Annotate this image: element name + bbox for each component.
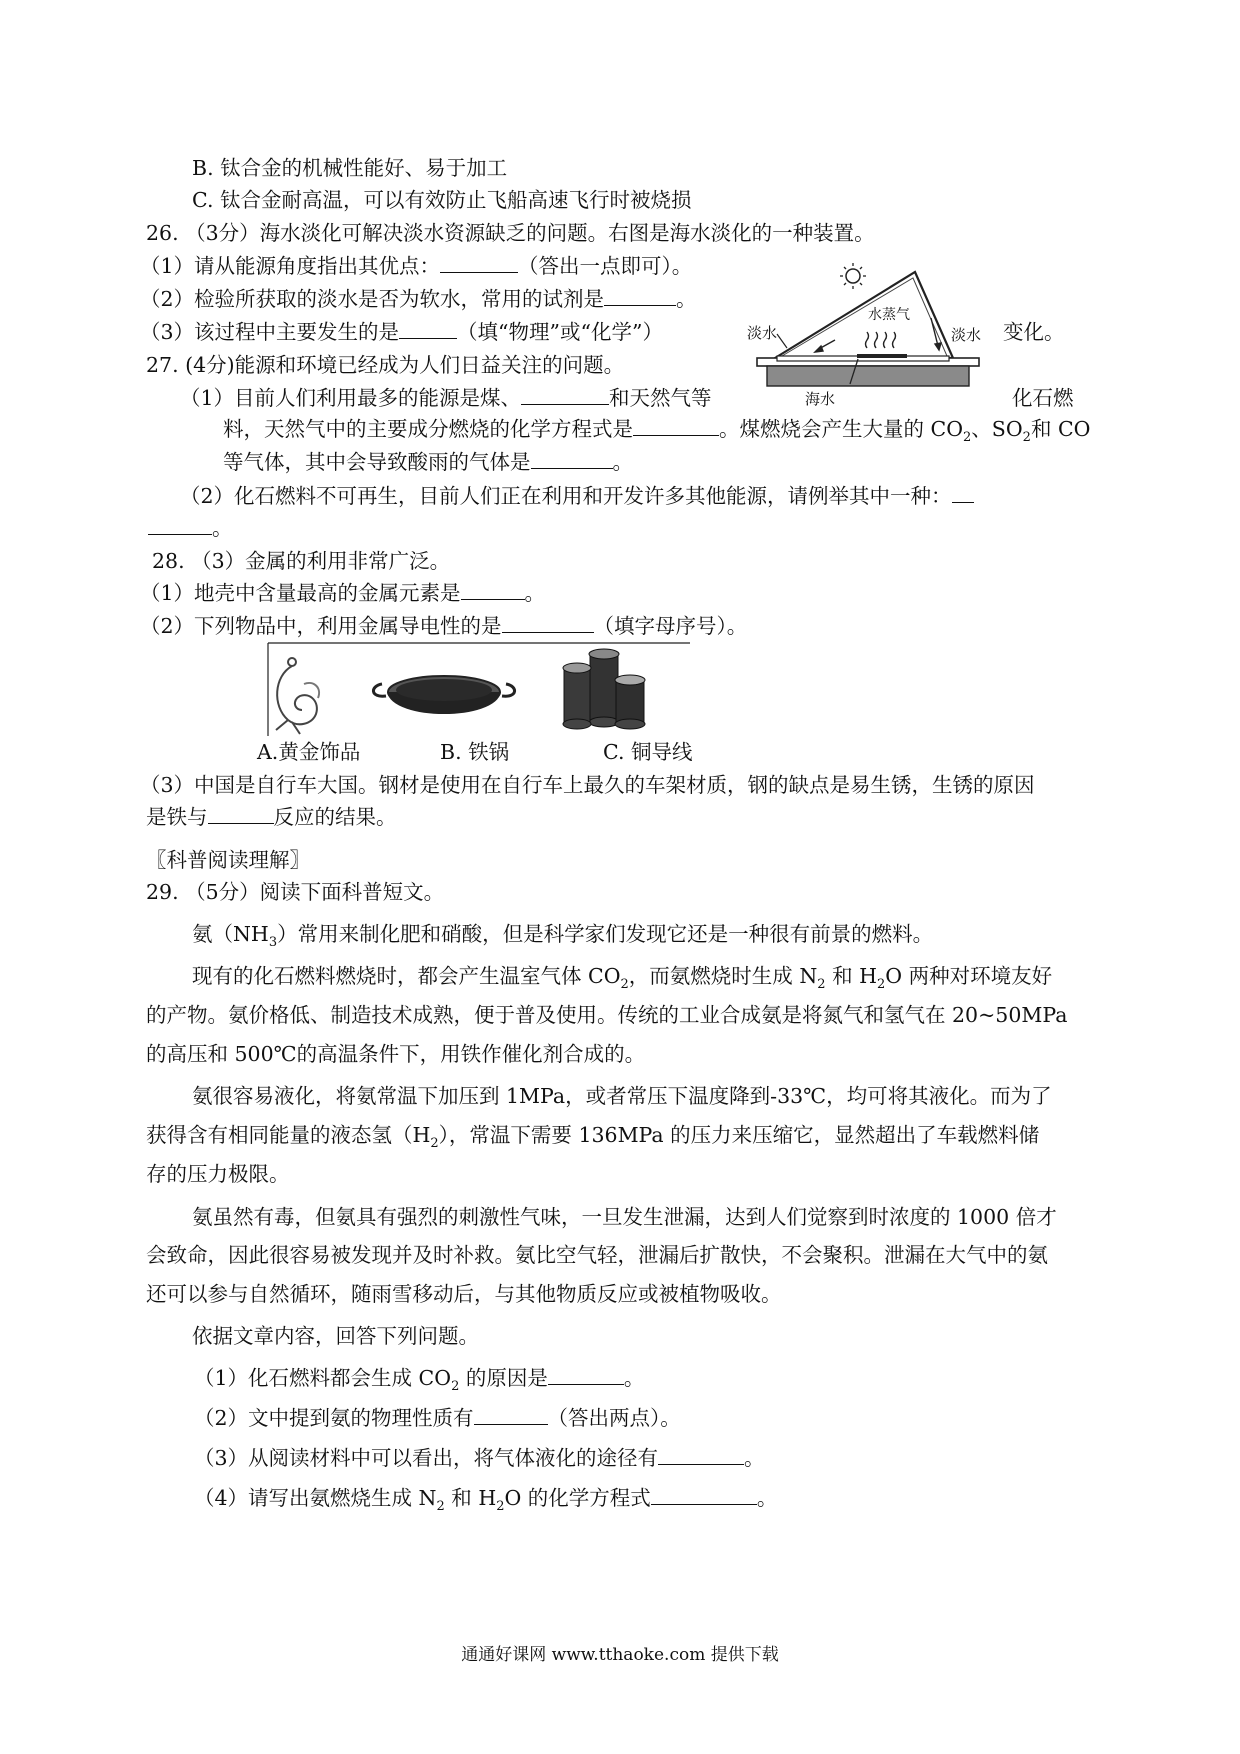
right-freshwater-label: 淡水 <box>951 326 982 344</box>
paragraph-5: 依据文章内容，回答下列问题。 <box>192 1324 479 1348</box>
answer-blank <box>521 386 609 405</box>
paragraph-4-line2: 会致命，因此很容易被发现并及时补救。氨比空气轻，泄漏后扩散快，不会聚积。泄漏在大气中的氨 <box>146 1243 1048 1267</box>
question-26-3-end: 变化。 <box>1003 320 1065 344</box>
question-27-2-end: 。 <box>148 514 233 542</box>
gold-pendant-icon <box>276 658 319 734</box>
paragraph-4-line1: 氨虽然有毒，但氨具有强烈的刺激性气味，一旦发生泄漏，达到人们觉察到时浓度的 1000 倍才 <box>192 1205 1057 1229</box>
paragraph-4-line3: 还可以参与自然循环，随雨雪移动后，与其他物质反应或被植物吸收。 <box>146 1282 782 1306</box>
answer-blank <box>208 805 274 824</box>
option-25c: C. 钛合金耐高温，可以有效防止飞船高速飞行时被烧损 <box>192 188 692 212</box>
paragraph-3-line2: 获得含有相同能量的液态氢$(H_2)$，常温下需要 136MPa 的压力来压缩它，显然超出了车载燃料储 <box>146 1123 1040 1152</box>
answer-blank <box>633 417 719 436</box>
seawater-basin <box>757 354 979 386</box>
metal-items-figure <box>264 640 694 740</box>
answer-4: （4）请写出氨燃烧生成 $N_2$ 和 $H_2O$ 的化学方程式 。 <box>194 1486 778 1515</box>
vapor-waves <box>866 332 896 348</box>
answer-blank <box>531 450 613 469</box>
question-27: 27. (4分)能源和环境已经成为人们日益关注的问题。 <box>146 353 625 377</box>
answer-blank <box>952 484 974 503</box>
answer-3: （3）从阅读材料中可以看出，将气体液化的途径有 。 <box>194 1446 765 1470</box>
question-27-1: （1）目前人们利用最多的能源是煤、 和天然气等 <box>180 386 712 410</box>
iron-wok-icon <box>373 676 514 713</box>
answer-blank <box>658 1446 744 1465</box>
question-28-2: （2）下列物品中，利用金属导电性的是 （填字母序号）。 <box>140 614 748 638</box>
left-freshwater-label: 淡水 <box>747 324 778 342</box>
answer-1: （1）化石燃料都会生成 $CO_2$ 的原因是 。 <box>194 1366 645 1395</box>
question-26-3: （3）该过程中主要发生的是 （填“物理”或“化学”） <box>140 320 663 344</box>
answer-blank <box>440 254 518 273</box>
pointer-line <box>777 334 787 348</box>
vapor-label: 水蒸气 <box>868 307 910 323</box>
section-title: 〖科普阅读理解〗 <box>146 848 310 872</box>
answer-blank <box>548 1366 624 1385</box>
page-footer: 通通好课网 www.tthaoke.com 提供下载 <box>461 1645 779 1665</box>
desalination-diagram <box>747 260 985 410</box>
answer-blank <box>604 287 676 306</box>
item-a-label: A.黄金饰品 <box>257 740 361 764</box>
question-28: 28. （3）金属的利用非常广泛。 <box>152 549 451 573</box>
question-27-2: （2）化石燃料不可再生，目前人们正在利用和开发许多其他能源，请例举其中一种： <box>180 482 974 510</box>
answer-blank <box>399 320 457 339</box>
paragraph-3-line3: 存的压力极限。 <box>146 1162 290 1186</box>
question-27-1-end: 化石燃 <box>1012 386 1074 410</box>
question-28-1: （1）地壳中含量最高的金属元素是 。 <box>140 581 546 605</box>
answer-blank <box>474 1406 548 1425</box>
question-29: 29. （5分）阅读下面科普短文。 <box>146 880 445 904</box>
question-26-2: （2）检验所获取的淡水是否为软水，常用的试剂是 。 <box>140 287 697 311</box>
question-27-1-line2: 料，天然气中的主要成分燃烧的化学方程式是 。煤燃烧会产生大量的 $CO_2$、$SO_2$和 CO <box>223 417 1091 446</box>
paragraph-2-line3: 的高压和 500℃的高温条件下，用铁作催化剂合成的。 <box>146 1042 646 1066</box>
answer-2: （2）文中提到氨的物理性质有 （答出两点）。 <box>194 1406 681 1430</box>
item-b-label: B. 铁锅 <box>440 740 510 764</box>
answer-blank <box>461 581 525 600</box>
answer-blank <box>502 614 594 633</box>
seawater-label: 海水 <box>805 390 836 408</box>
question-27-1-line3: 等气体，其中会导致酸雨的气体是 。 <box>223 450 633 474</box>
paragraph-1: 氨$(NH_3)$常用来制化肥和硝酸，但是科学家们发现它还是一种很有前景的燃料。 <box>192 922 934 951</box>
item-c-label: C. 铜导线 <box>603 740 693 764</box>
option-25b: B. 钛合金的机械性能好、易于加工 <box>192 156 508 180</box>
answer-blank <box>651 1486 757 1505</box>
paragraph-2-line1: 现有的化石燃料燃烧时，都会产生温室气体 $CO_2$，而氨燃烧时生成 $N_2$ 和 $H_2O$ 两种对环境友好 <box>192 964 1053 993</box>
paragraph-2-line2: 的产物。氨价格低、制造技术成熟，便于普及使用。传统的工业合成氨是将氮气和氢气在 20~50MPa <box>146 1003 1068 1027</box>
copper-wire-spool-icon <box>563 649 645 729</box>
paragraph-3-line1: 氨很容易液化，将氨常温下加压到 1MPa，或者常压下温度降到-33℃，均可将其液化。而为了 <box>192 1084 1052 1108</box>
question-26: 26. （3分）海水淡化可解决淡水资源缺乏的问题。右图是海水淡化的一种装置。 <box>146 221 875 245</box>
question-28-3-end: 是铁与 反应的结果。 <box>146 805 397 829</box>
answer-blank <box>148 516 212 535</box>
question-28-3: （3）中国是自行车大国。钢材是使用在自行车上最久的车架材质，钢的缺点是易生锈，生锈的原因 <box>140 773 1035 797</box>
question-26-1: （1）请从能源角度指出其优点： （答出一点即可）。 <box>140 254 693 278</box>
sun-icon <box>840 263 866 289</box>
glass-cover <box>775 272 953 358</box>
